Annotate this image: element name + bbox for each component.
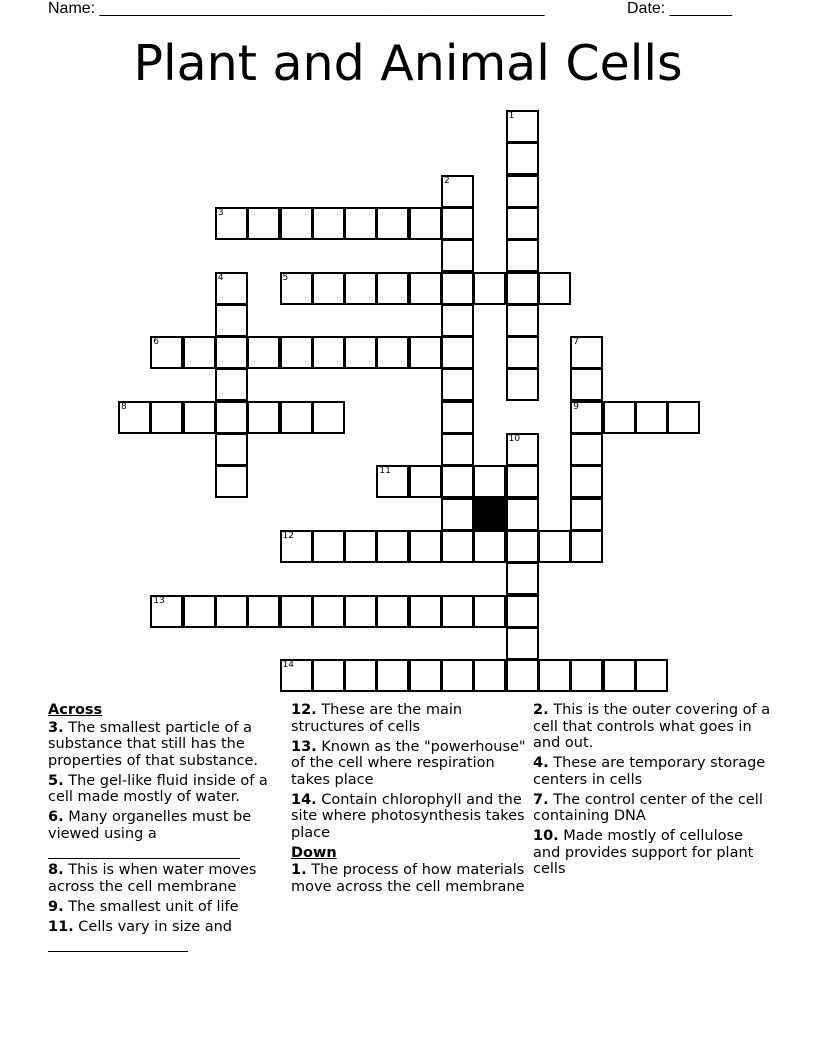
grid-cell[interactable]	[570, 368, 603, 401]
across-heading: Across	[48, 702, 103, 718]
grid-cell[interactable]	[312, 659, 345, 692]
grid-cell[interactable]	[441, 498, 474, 531]
grid-cell[interactable]	[635, 659, 668, 692]
clue-across-11: 11. Cells vary in size and	[48, 919, 284, 952]
grid-cell[interactable]	[215, 433, 248, 466]
clue-number: 3	[217, 207, 224, 218]
clue-number: 12	[282, 530, 294, 541]
grid-cell[interactable]	[376, 272, 409, 305]
grid-cell[interactable]	[441, 175, 474, 208]
grid-cell[interactable]	[247, 595, 280, 628]
grid-cell[interactable]	[376, 207, 409, 240]
clue-number: 10	[508, 434, 521, 444]
grid-cell[interactable]	[570, 465, 603, 498]
grid-cell[interactable]	[183, 336, 216, 369]
clue-number: 6	[153, 337, 160, 348]
date-label: Date:	[627, 0, 666, 17]
grid-cell[interactable]	[506, 175, 539, 208]
grid-cell[interactable]	[150, 401, 183, 434]
grid-cell[interactable]	[150, 336, 183, 369]
grid-cell[interactable]	[215, 304, 248, 337]
grid-cell[interactable]	[215, 272, 248, 305]
grid-cell[interactable]	[570, 401, 603, 434]
grid-cell[interactable]	[473, 272, 506, 305]
grid-cell[interactable]	[344, 336, 377, 369]
grid-cell[interactable]	[506, 304, 539, 337]
grid-cell[interactable]	[376, 336, 409, 369]
grid-cell[interactable]	[506, 110, 539, 143]
grid-cell[interactable]	[409, 595, 442, 628]
grid-cell[interactable]	[570, 498, 603, 531]
date-input[interactable]: _______	[669, 0, 732, 17]
grid-cell[interactable]	[409, 530, 442, 563]
grid-cell[interactable]	[215, 336, 248, 369]
grid-cell[interactable]	[183, 595, 216, 628]
grid-cell[interactable]	[409, 272, 442, 305]
grid-cell[interactable]	[280, 272, 313, 305]
grid-cell[interactable]	[118, 401, 151, 434]
clue-across-12: 12. These are the main structures of cells	[291, 702, 463, 735]
grid-cell[interactable]	[247, 401, 280, 434]
grid-cell[interactable]	[506, 142, 539, 175]
grid-cell[interactable]	[506, 595, 539, 628]
grid-cell[interactable]	[344, 530, 377, 563]
grid-cell[interactable]	[506, 465, 539, 498]
grid-cell[interactable]	[312, 530, 345, 563]
grid-cell[interactable]	[312, 336, 345, 369]
grid-cell[interactable]	[183, 401, 216, 434]
grid-cell[interactable]	[506, 239, 539, 272]
grid-cell[interactable]	[280, 530, 313, 563]
clue-down-1: 1. The process of how materials move across the cell membrane	[291, 862, 525, 895]
grid-cell[interactable]	[344, 207, 377, 240]
clue-across-13: 13. Known as the "powerhouse" of the cell where respiration takes place	[291, 738, 526, 788]
clue-across-9: 9. The smallest unit of life	[48, 898, 239, 915]
clue-column-1	[48, 702, 284, 955]
grid-cell[interactable]	[441, 239, 474, 272]
grid-cell[interactable]	[280, 401, 313, 434]
answer-blank	[48, 844, 240, 859]
clue-down-4: 4. These are temporary storage centers in cells	[533, 755, 766, 788]
clue-number: 13	[153, 595, 165, 606]
clue-down-7: 7. The control center of the cell containing DNA	[533, 791, 763, 824]
grid-cell[interactable]	[506, 368, 539, 401]
clue-down-2: 2. This is the outer covering of a cell that controls what goes in and out.	[533, 702, 771, 751]
grid-cell[interactable]	[280, 207, 313, 240]
grid-cell[interactable]	[473, 530, 506, 563]
grid-cell[interactable]	[215, 207, 248, 240]
black-square	[473, 498, 506, 531]
grid-cell[interactable]	[312, 207, 345, 240]
grid-cell[interactable]	[506, 627, 539, 660]
clue-number: 7	[573, 337, 579, 348]
grid-cell[interactable]	[506, 272, 539, 305]
clue-across-3: 3. The smallest particle of a substance that still has the properties of that substance.	[48, 719, 259, 769]
grid-cell[interactable]	[344, 659, 377, 692]
grid-cell[interactable]	[215, 595, 248, 628]
clue-number: 4	[217, 272, 224, 283]
grid-cell[interactable]	[376, 659, 409, 692]
grid-cell[interactable]	[506, 659, 539, 692]
grid-cell[interactable]	[247, 336, 280, 369]
grid-cell[interactable]	[409, 465, 442, 498]
grid-cell[interactable]	[570, 530, 603, 563]
grid-cell[interactable]	[409, 659, 442, 692]
grid-cell[interactable]	[506, 498, 539, 531]
grid-cell[interactable]	[344, 272, 377, 305]
grid-cell[interactable]	[409, 207, 442, 240]
grid-cell[interactable]	[570, 433, 603, 466]
grid-cell[interactable]	[506, 336, 539, 369]
grid-cell[interactable]	[376, 465, 409, 498]
grid-cell[interactable]	[215, 368, 248, 401]
grid-cell[interactable]	[312, 401, 345, 434]
clue-across-14: 14. Contain chlorophyll and the site where photosynthesis takes place	[291, 791, 525, 841]
grid-cell[interactable]	[506, 433, 539, 466]
grid-cell[interactable]	[215, 465, 248, 498]
grid-cell[interactable]	[473, 659, 506, 692]
clue-across-6: 6. Many organelles must be viewed using a	[48, 809, 284, 859]
grid-cell[interactable]	[441, 465, 474, 498]
grid-cell[interactable]	[635, 401, 668, 434]
grid-cell[interactable]	[376, 595, 409, 628]
clue-number: 11	[379, 466, 391, 477]
grid-cell[interactable]	[538, 272, 571, 305]
grid-cell[interactable]	[506, 562, 539, 595]
clue-number: 5	[282, 272, 289, 283]
grid-cell[interactable]	[506, 207, 539, 240]
clue-number: 2	[444, 175, 450, 186]
clue-number: 9	[573, 401, 579, 412]
name-input[interactable]: __________________________________________________	[99, 0, 545, 17]
grid-cell[interactable]	[280, 336, 313, 369]
grid-cell[interactable]	[280, 595, 313, 628]
grid-cell[interactable]	[312, 595, 345, 628]
answer-blank	[48, 937, 188, 952]
grid-cell[interactable]	[312, 272, 345, 305]
grid-cell[interactable]	[215, 401, 248, 434]
clue-number: 8	[121, 401, 127, 412]
grid-cell[interactable]	[667, 401, 700, 434]
grid-cell[interactable]	[409, 336, 442, 369]
grid-cell[interactable]	[376, 530, 409, 563]
name-label: Name:	[48, 0, 96, 17]
clue-across-8: 8. This is when water moves across the cell membrane	[48, 862, 257, 895]
grid-cell[interactable]	[570, 659, 603, 692]
grid-cell[interactable]	[538, 659, 571, 692]
grid-cell[interactable]	[441, 595, 474, 628]
grid-cell[interactable]	[570, 336, 603, 369]
grid-cell[interactable]	[473, 595, 506, 628]
grid-cell[interactable]	[506, 530, 539, 563]
grid-cell[interactable]	[538, 530, 571, 563]
grid-cell[interactable]	[441, 207, 474, 240]
grid-cell[interactable]	[441, 530, 474, 563]
grid-cell[interactable]	[603, 659, 636, 692]
grid-cell[interactable]	[150, 595, 183, 628]
grid-cell[interactable]	[473, 465, 506, 498]
clue-column-3	[533, 702, 773, 881]
grid-cell[interactable]	[441, 336, 474, 369]
grid-cell[interactable]	[441, 304, 474, 337]
grid-cell[interactable]	[247, 207, 280, 240]
down-heading: Down	[291, 844, 337, 861]
page-title: Plant and Animal Cells	[133, 35, 683, 92]
grid-cell[interactable]	[603, 401, 636, 434]
grid-cell[interactable]	[441, 368, 474, 401]
grid-cell[interactable]	[441, 659, 474, 692]
grid-cell[interactable]	[344, 595, 377, 628]
clue-column-2	[291, 702, 527, 899]
grid-cell[interactable]	[441, 401, 474, 434]
grid-cell[interactable]	[441, 433, 474, 466]
grid-cell[interactable]	[280, 659, 313, 692]
clue-across-5: 5. The gel-like fluid inside of a cell made mostly of water.	[48, 772, 268, 805]
grid-cell[interactable]	[441, 272, 474, 305]
clue-number: 14	[282, 660, 294, 671]
clue-number: 1	[508, 111, 515, 121]
clue-down-10: 10. Made mostly of cellulose and provides support for plant cells	[533, 828, 754, 877]
